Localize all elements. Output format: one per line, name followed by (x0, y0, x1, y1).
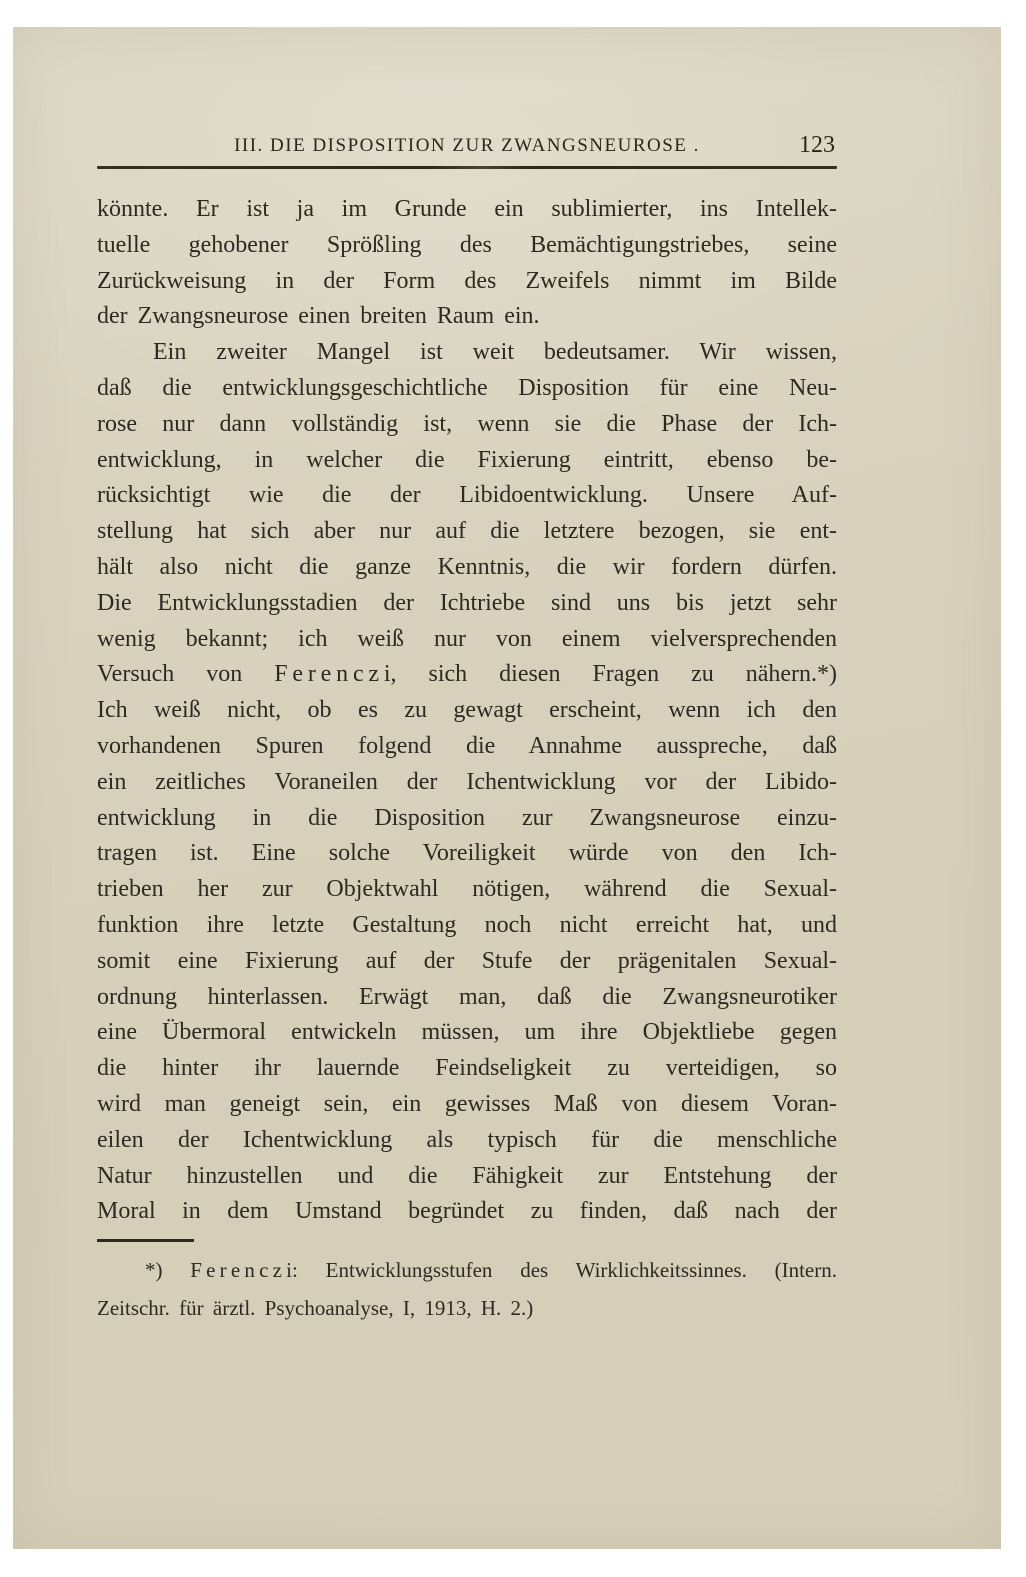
text-line: Zurückweisung in der Form des Zweifels nimmt im Bilde (97, 267, 837, 294)
text-line: Ein zweiter Mangel ist weit bedeutsamer. Wir wissen, (153, 339, 837, 366)
text-line: entwicklung in die Disposition zur Zwangsneurose einzu- (97, 804, 837, 831)
text-line: Die Entwicklungsstadien der Ichtriebe sind uns bis jetzt sehr (97, 589, 837, 616)
text-line: trieben her zur Objektwahl nötigen, während die Sexual- (97, 876, 837, 903)
text-line: eilen der Ichentwicklung als typisch für die menschliche (97, 1126, 837, 1153)
text-line: entwicklung, in welcher die Fixierung eintritt, ebenso be- (97, 446, 837, 473)
text-line: rücksichtigt wie die der Libidoentwicklung. Unsere Auf- (97, 482, 837, 509)
footnote-line: Zeitschr. für ärztl. Psychoanalyse, I, 1913, H. 2.) (97, 1296, 534, 1320)
text-line: stellung hat sich aber nur auf die letztere bezogen, sie ent- (97, 518, 837, 545)
text-line: tuelle gehobener Sprößling des Bemächtigungstriebes, seine (97, 231, 837, 258)
running-header-title: III. DIE DISPOSITION ZUR ZWANGSNEUROSE . (234, 135, 700, 156)
text-line: somit eine Fixierung auf der Stufe der prägenitalen Sexual- (97, 947, 837, 974)
text-line: vorhandenen Spuren folgend die Annahme ausspreche, daß (97, 732, 837, 759)
book-page (13, 27, 1001, 1549)
text-line: Natur hinzustellen und die Fähigkeit zur Entstehung der (97, 1162, 837, 1189)
text-line: ein zeitliches Voraneilen der Ichentwicklung vor der Libido- (97, 768, 837, 795)
text-line: könnte. Er ist ja im Grunde ein sublimierter, ins Intellek- (97, 196, 837, 222)
text-line: Versuch von F e r e n c z i, sich diesen Fragen zu nähern.*) (97, 661, 837, 688)
text-line: wenig bekannt; ich weiß nur von einem vielversprechenden (97, 625, 837, 652)
text-line: Ich weiß nicht, ob es zu gewagt erscheint, wenn ich den (97, 697, 837, 724)
text-line: die hinter ihr lauernde Feindseligkeit zu verteidigen, so (97, 1055, 837, 1082)
footnote (97, 1251, 837, 1327)
text-line: ordnung hinterlassen. Erwägt man, daß die Zwangsneurotiker (97, 983, 837, 1010)
text-line: rose nur dann vollständig ist, wenn sie die Phase der Ich- (97, 410, 837, 437)
text-line: funktion ihre letzte Gestaltung noch nicht erreicht hat, und (97, 911, 837, 938)
page-header (97, 132, 837, 163)
text-line: wird man geneigt sein, ein gewisses Maß von diesem Voran- (97, 1090, 837, 1117)
text-line: der Zwangsneurose einen breiten Raum ein. (97, 303, 540, 330)
text-line: hält also nicht die ganze Kenntnis, die wir fordern dürfen. (97, 553, 837, 580)
page-number: 123 (799, 132, 835, 158)
text-line: tragen ist. Eine solche Voreiligkeit würde von den Ich- (97, 840, 837, 867)
footnote-rule (97, 1239, 194, 1242)
text-line: Moral in dem Umstand begründet zu finden, daß nach der (97, 1198, 837, 1225)
header-rule (97, 166, 837, 169)
footnote-line: *) F e r e n c z i: Entwicklungsstufen des Wirklichkeitssinnes. (Intern. (145, 1258, 837, 1282)
page-body-text (97, 192, 837, 1230)
text-line: eine Übermoral entwickeln müssen, um ihre Objektliebe gegen (97, 1019, 837, 1046)
text-line: daß die entwicklungsgeschichtliche Disposition für eine Neu- (97, 374, 837, 401)
